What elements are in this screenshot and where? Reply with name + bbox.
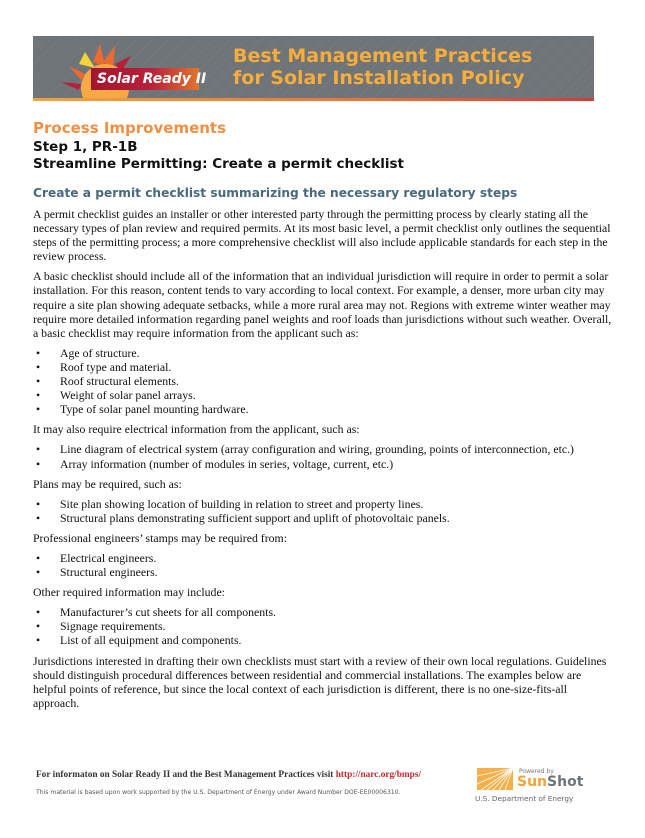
paragraph: A permit checklist guides an installer or other interested party through the permitting process by clearly stating all the necessary types of plan review and required permits. At its most basic level, a permit checklist only outlines the sequential steps of the permitting process; a more comprehensive checklist will also include applicable standards for each step in the review process. — [33, 207, 611, 264]
bullet-list — [33, 346, 613, 416]
paragraph: Plans may be required, such as: — [33, 476, 182, 491]
banner-title-line2: for Solar Installation Policy — [233, 67, 525, 89]
sunshot-wordmark — [517, 774, 583, 790]
list-item: • Electrical engineers. — [33, 551, 613, 565]
bullet-list — [33, 442, 613, 470]
paragraph: Jurisdictions interested in drafting their own checklists must start with a review of their own local regulations. Guidelines should distinguish procedural differences between residential and commercial installations. The examples below are helpful points of reference, but since the local context of each jurisdiction is different, there is no one-size-fits-all approach. — [33, 653, 607, 710]
step-line: Step 1, PR-1B — [33, 139, 138, 155]
footer-info-text: For informaton on Solar Ready II and the Best Management Practices visit — [36, 770, 336, 780]
list-item: • Line diagram of electrical system (array configuration and wiring, grounding, points of interconnection, etc.) — [33, 442, 613, 456]
sunshot-shot: Shot — [547, 774, 584, 790]
banner-title-line1: Best Management Practices — [233, 45, 533, 67]
list-item: • Roof type and material. — [33, 360, 613, 374]
footer-award: This material is based upon work supported by the U.S. Department of Energy under Award Number DOE-EE00006310. — [36, 789, 401, 796]
list-item: • Signage requirements. — [33, 619, 613, 633]
subheading: Create a permit checklist summarizing the necessary regulatory steps — [33, 186, 518, 200]
list-item: • Array information (number of modules in series, voltage, current, etc.) — [33, 457, 613, 471]
list-item: • Site plan showing location of building in relation to street and property lines. — [33, 497, 613, 511]
list-item: • Structural plans demonstrating sufficient support and uplift of photovoltaic panels. — [33, 511, 613, 525]
paragraph: It may also require electrical information from the applicant, such as: — [33, 422, 360, 437]
banner-title — [233, 45, 532, 89]
doe-label: U.S. Department of Energy — [475, 794, 574, 803]
sunshot-logo — [475, 768, 615, 810]
banner-accent-bar — [33, 98, 594, 101]
header-banner — [33, 36, 594, 98]
sunshot-rays-icon — [477, 768, 513, 790]
powered-by-label: Powered by — [519, 768, 554, 775]
list-item: • Roof structural elements. — [33, 374, 613, 388]
bullet-list — [33, 497, 613, 525]
paragraph: Other required information may include: — [33, 585, 225, 600]
list-item: • Manufacturer’s cut sheets for all components. — [33, 605, 613, 619]
paragraph: Professional engineers’ stamps may be required from: — [33, 530, 287, 545]
sunshot-sun: Sun — [517, 774, 548, 790]
paragraph: A basic checklist should include all of the information that an individual jurisdiction will require in order to permit a solar installation. For this reason, content tends to vary according to local context. For example, a denser, more urban city may require a site plan showing adequate setbacks, while a more rural area may not. Regions with extreme winter weather may require more detailed information regarding panel weights and roof loads than jurisdictions without such weather. Overall, a basic checklist may require information from the applicant such as: — [33, 269, 612, 340]
section-label: Process Improvements — [33, 119, 227, 137]
bullet-list — [33, 605, 613, 647]
body-content — [33, 207, 613, 716]
solar-ready-badge: Solar Ready II — [91, 68, 199, 90]
step-title: Streamline Permitting: Create a permit checklist — [33, 156, 404, 172]
page-title — [33, 139, 404, 173]
list-item: • Structural engineers. — [33, 565, 613, 579]
list-item: • Weight of solar panel arrays. — [33, 388, 613, 402]
footer-info — [36, 770, 421, 780]
list-item: • Type of solar panel mounting hardware. — [33, 402, 613, 416]
bullet-list — [33, 551, 613, 579]
list-item: • List of all equipment and components. — [33, 633, 613, 647]
footer-link[interactable]: http://narc.org/bmps/ — [335, 770, 422, 780]
list-item: • Age of structure. — [33, 346, 613, 360]
